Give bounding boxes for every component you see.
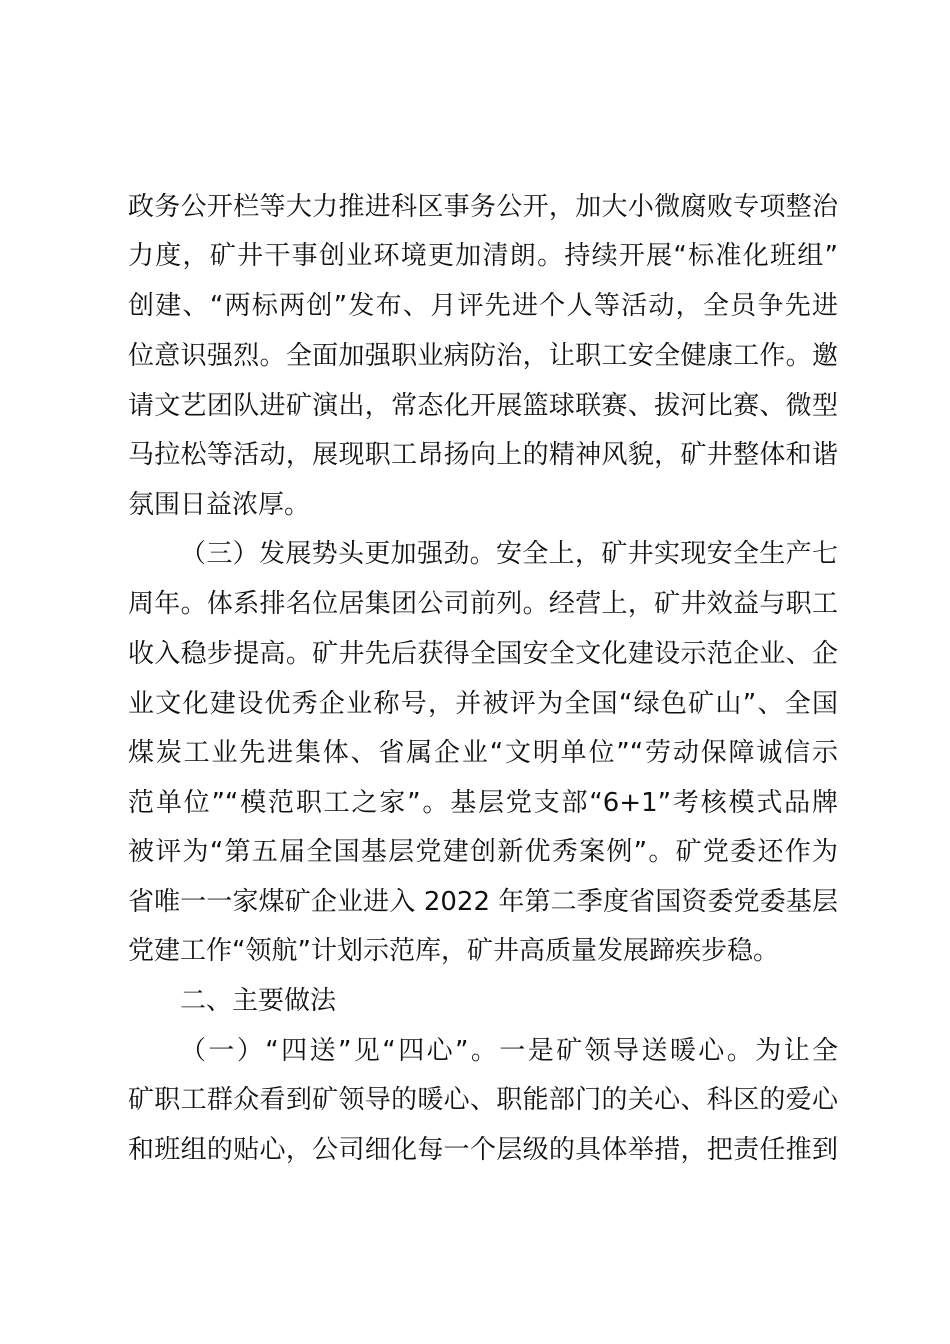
text-line: 被评为“第五届全国基层党建创新优秀案例”。矿党委还作为 bbox=[128, 837, 838, 867]
paragraph-heading-line: （一）“四送”见“四心”。一是矿领导送暖心。为让全 bbox=[180, 1036, 838, 1066]
text-line: 煤炭工业先进集体、省属企业“文明单位”“劳动保障诚信示 bbox=[128, 738, 838, 768]
text-line: 力度，矿井干事创业环境更加清朗。持续开展“标准化班组” bbox=[128, 241, 838, 271]
text-line: 党建工作“领航”计划示范库，矿井高质量发展蹄疾步稳。 bbox=[128, 936, 779, 966]
text-line: 创建、“两标两创”发布、月评先进个人等活动，全员争先进 bbox=[128, 291, 838, 321]
text-line: 和班组的贴心，公司细化每一个层级的具体举措，把责任推到 bbox=[128, 1135, 838, 1165]
text-line: 范单位”“模范职工之家”。基层党支部“6+1”考核模式品牌 bbox=[128, 788, 838, 818]
section-heading: 二、主要做法 bbox=[180, 986, 337, 1016]
text-line: 请文艺团队进矿演出，常态化开展篮球联赛、拔河比赛、微型 bbox=[128, 391, 838, 421]
text-line: 周年。体系排名位居集团公司前列。经营上，矿井效益与职工 bbox=[128, 589, 838, 619]
text-line: 业文化建设优秀企业称号，并被评为全国“绿色矿山”、全国 bbox=[128, 689, 838, 719]
text-line: 政务公开栏等大力推进科区事务公开，加大小微腐败专项整治 bbox=[128, 192, 838, 222]
text-line: 位意识强烈。全面加强职业病防治，让职工安全健康工作。邀 bbox=[128, 341, 838, 371]
text-line: 矿职工群众看到矿领导的暖心、职能部门的关心、科区的爱心 bbox=[128, 1085, 838, 1115]
paragraph-heading-line: （三）发展势头更加强劲。安全上，矿井实现安全生产七 bbox=[180, 539, 838, 569]
text-line: 氛围日益浓厚。 bbox=[128, 490, 311, 520]
text-line: 收入稳步提高。矿井先后获得全国安全文化建设示范企业、企 bbox=[128, 639, 838, 669]
text-line: 马拉松等活动，展现职工昂扬向上的精神风貌，矿井整体和谐 bbox=[128, 440, 838, 470]
text-line: 省唯一一家煤矿企业进入 2022 年第二季度省国资委党委基层 bbox=[128, 887, 838, 917]
